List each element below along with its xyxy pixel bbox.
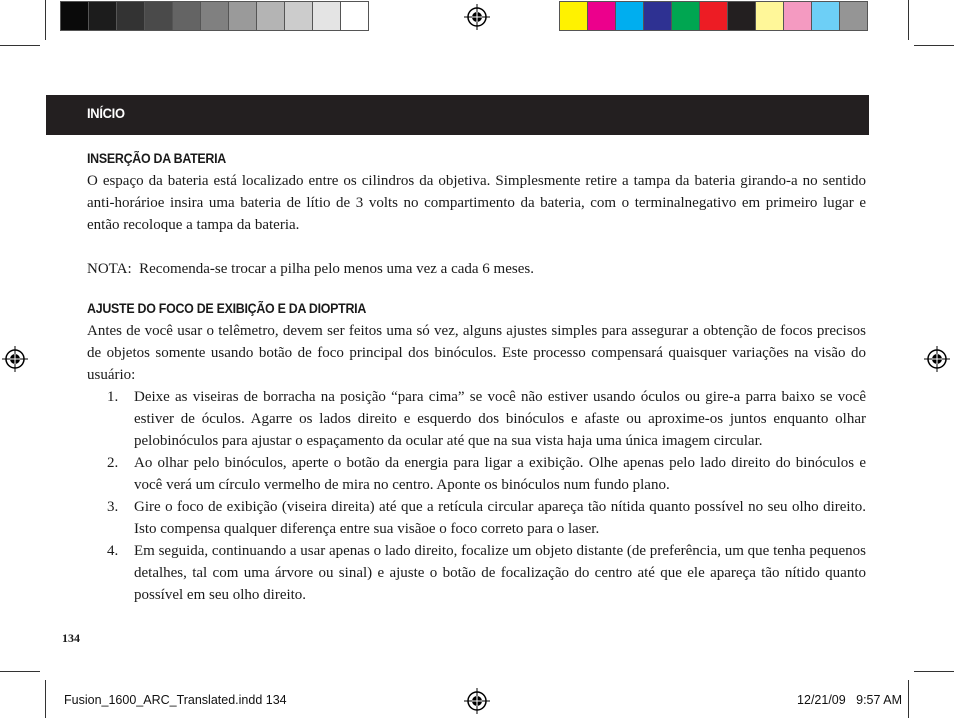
color-swatch bbox=[615, 1, 644, 31]
step-number: 1. bbox=[107, 389, 119, 405]
color-swatch bbox=[60, 1, 89, 31]
step-number: 3. bbox=[107, 499, 119, 515]
color-swatch bbox=[727, 1, 756, 31]
crop-mark-bottom-left-vertical bbox=[45, 680, 46, 718]
color-swatch bbox=[340, 1, 369, 31]
grayscale-color-bar bbox=[60, 1, 368, 31]
page-number: 134 bbox=[62, 631, 80, 645]
color-swatch bbox=[312, 1, 341, 31]
step-number: 4. bbox=[107, 543, 119, 559]
process-color-bar bbox=[559, 1, 867, 31]
section-body: O espaço da bateria está localizado entre os cilindros da objetiva. Simplesmente retire a tampa da bateria girando-a no sentido anti-horárioe insira uma bateria de lítio de 3 volts no compartimento da bateria, com o terminalnegativo em primeiro lugar e então recoloque a tampa da bateria. bbox=[87, 173, 866, 233]
battery-section bbox=[87, 148, 866, 280]
color-swatch bbox=[643, 1, 672, 31]
crop-mark-bottom-right-horizontal bbox=[914, 671, 954, 672]
color-swatch bbox=[256, 1, 285, 31]
section-header-band bbox=[46, 95, 869, 135]
step-text: Deixe as viseiras de borracha na posição “para cima” se você não estiver usando óculos ou gire-a parra baixo se você estiver de óculos. Agarre os lados direito e esquerdo dos binóculos e afaste ou aproxime-os juntos enquanto olhar pelobinóculos para ajustar o espaçamento da ocular até que na sua vista haja uma única imagem circular. bbox=[134, 389, 866, 449]
crop-mark-top-right-horizontal bbox=[914, 45, 954, 46]
step-number: 2. bbox=[107, 455, 119, 471]
color-swatch bbox=[228, 1, 257, 31]
color-swatch bbox=[284, 1, 313, 31]
crop-mark-bottom-left-horizontal bbox=[0, 671, 40, 672]
registration-mark-icon bbox=[464, 688, 490, 714]
color-swatch bbox=[172, 1, 201, 31]
slug-datetime: 12/21/09 9:57 AM bbox=[797, 693, 902, 707]
crop-mark-top-left-horizontal bbox=[0, 45, 40, 46]
steps-list bbox=[87, 386, 866, 606]
registration-mark-icon bbox=[464, 4, 490, 30]
list-item bbox=[87, 496, 866, 540]
step-text: Em seguida, continuando a usar apenas o lado direito, focalize um objeto distante (de preferência, um que tenha pequenos detalhes, tal com uma árvore ou sinal) e ajuste o botão de focalização do centro até que ele apareça tão nítido quanto possível em seu olho direito. bbox=[134, 543, 866, 603]
section-heading: AJUSTE DO FOCO DE EXIBIÇÃO E DA DIOPTRIA bbox=[87, 301, 367, 316]
color-swatch bbox=[88, 1, 117, 31]
note-text: NOTA: Recomenda-se trocar a pilha pelo menos uma vez a cada 6 meses. bbox=[87, 261, 534, 277]
crop-mark-top-right-vertical bbox=[908, 0, 909, 40]
registration-mark-icon bbox=[924, 346, 950, 372]
color-swatch bbox=[144, 1, 173, 31]
step-text: Ao olhar pelo binóculos, aperte o botão da energia para ligar a exibição. Olhe apenas pelo lado direito do binóculos e você verá um círculo vermelho de mira no centro. Aponte os binóculos num fundo plano. bbox=[134, 455, 866, 493]
slug-filename: Fusion_1600_ARC_Translated.indd 134 bbox=[64, 693, 287, 707]
section-body: Antes de você usar o telêmetro, devem ser feitos uma só vez, alguns ajustes simples para assegurar a obtenção de focos precisos de objetos somente usando botão de foco principal dos binóculos. Este processo compensará quaisquer variações na visão do usuário: bbox=[87, 323, 866, 383]
focus-diopter-section bbox=[87, 298, 866, 606]
crop-mark-bottom-right-vertical bbox=[908, 680, 909, 718]
color-swatch bbox=[116, 1, 145, 31]
color-swatch bbox=[559, 1, 588, 31]
list-item bbox=[87, 386, 866, 452]
section-heading: INSERÇÃO DA BATERIA bbox=[87, 151, 226, 166]
step-text: Gire o foco de exibição (viseira direita) até que a retícula circular apareça tão nítida quanto possível no seu olho direito. Isto compensa qualquer diferença entre sua visãoe o foco correto para o laser. bbox=[134, 499, 866, 537]
color-swatch bbox=[200, 1, 229, 31]
list-item bbox=[87, 540, 866, 606]
crop-mark-top-left-vertical bbox=[45, 0, 46, 40]
section-header-title: INÍCIO bbox=[87, 105, 125, 121]
color-swatch bbox=[699, 1, 728, 31]
color-swatch bbox=[783, 1, 812, 31]
list-item bbox=[87, 452, 866, 496]
color-swatch bbox=[671, 1, 700, 31]
color-swatch bbox=[839, 1, 868, 31]
color-swatch bbox=[755, 1, 784, 31]
registration-mark-icon bbox=[2, 346, 28, 372]
color-swatch bbox=[587, 1, 616, 31]
color-swatch bbox=[811, 1, 840, 31]
